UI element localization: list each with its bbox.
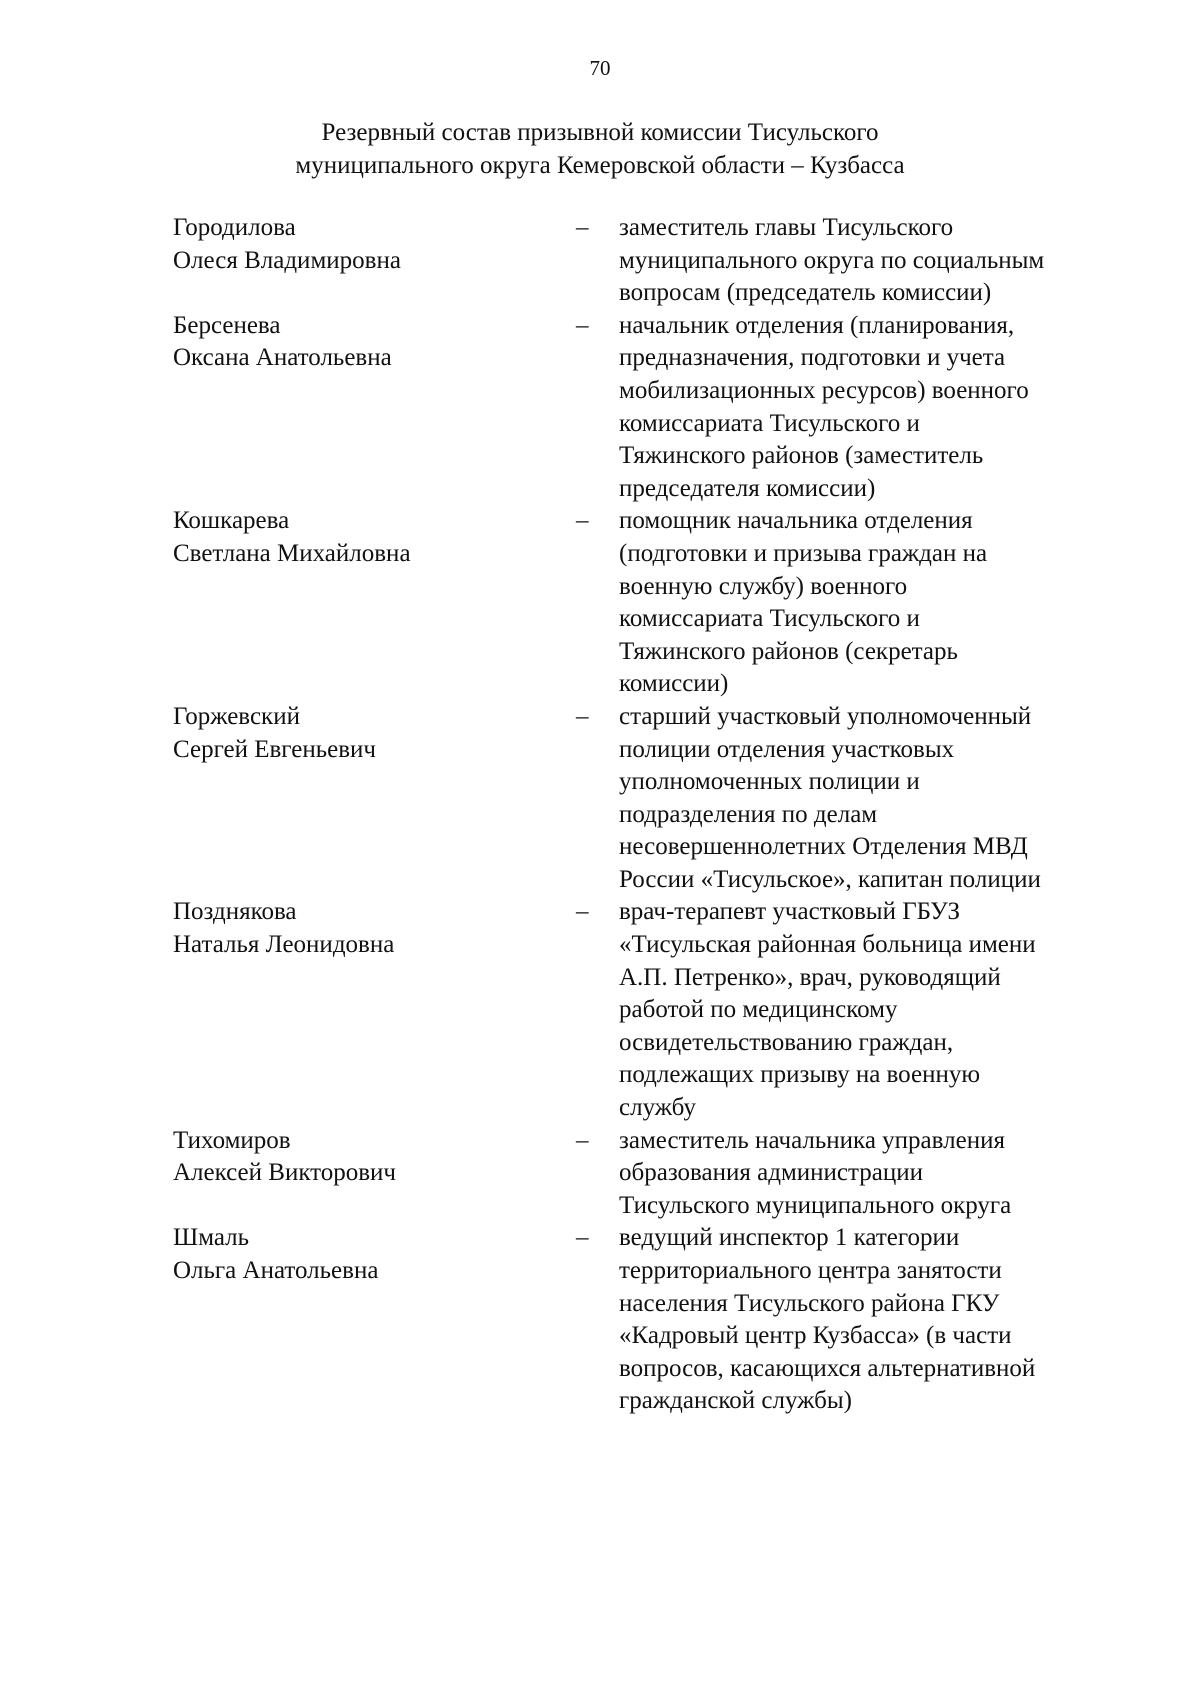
member-role-line: службу [619,1094,696,1122]
member-role-line: предназначения, подготовки и учета [619,344,1006,372]
member-role-line: Тяжинского районов (заместитель [619,442,984,470]
member-entry [0,896,1200,1124]
member-role-line: «Тисульская районная больница имени [619,931,1036,959]
member-surname: Горжевский [173,702,300,730]
member-entry [0,1222,1200,1418]
member-role-line: вопросам (председатель комиссии) [619,279,992,307]
member-role-line: председателя комиссии) [619,474,876,502]
member-role-line: заместитель начальника управления [619,1126,1005,1154]
member-role-line: гражданской службы) [619,1387,852,1415]
document-title [0,116,1200,182]
member-role-line: ведущий инспектор 1 категории [619,1224,960,1252]
title-line-1: Резервный состав призывной комиссии Тисульского [321,119,879,146]
member-surname: Берсенева [173,311,281,339]
member-role-line: военную службу) военного [619,572,908,600]
member-dash: – [576,507,589,535]
member-name [173,505,553,570]
member-role-line: работой по медицинскому [619,996,898,1024]
member-name [173,701,553,766]
member-role-line: подлежащих призыву на военную [619,1061,981,1089]
member-surname: Кошкарева [173,507,290,535]
member-name [173,1222,553,1287]
member-role [619,1125,1119,1223]
member-role-line: мобилизационных ресурсов) военного [619,376,1029,404]
member-role-line: полиции отделения участковых [619,735,955,763]
member-dash: – [576,1224,589,1252]
member-surname: Тихомиров [173,1126,291,1154]
member-given-names: Алексей Викторович [173,1159,396,1187]
member-list [0,212,1200,1418]
member-role-line: вопросов, касающихся альтернативной [619,1354,1036,1382]
member-role-line: заместитель главы Тисульского [619,214,954,241]
member-role-line: Тисульского муниципального округа [619,1191,1012,1219]
member-given-names: Сергей Евгеньевич [173,735,376,763]
member-given-names: Оксана Анатольевна [173,344,392,372]
member-entry [0,701,1200,897]
member-dash: – [576,214,589,241]
member-role [619,896,1119,1124]
member-role-line: Тяжинского районов (секретарь [619,637,958,665]
member-entry [0,212,1200,310]
member-name [173,212,553,277]
member-dash: – [576,1126,589,1154]
member-entry [0,310,1200,506]
member-role-line: комиссии) [619,670,729,698]
member-role-line: врач-терапевт участковый ГБУЗ [619,898,961,926]
member-role-line: А.П. Петренко», врач, руководящий [619,963,1001,991]
member-role [619,310,1119,506]
member-role-line: старший участковый уполномоченный [619,702,1032,730]
member-name [173,896,553,961]
member-role-line: территориального центра занятости [619,1257,1002,1284]
member-role-line: образования администрации [619,1159,923,1187]
member-role-line: начальник отделения (планирования, [619,311,1015,339]
member-dash: – [576,898,589,926]
title-line-2: муниципального округа Кемеровской области – Кузбасса [295,152,905,179]
member-role-line: «Кадровый центр Кузбасса» (в части [619,1322,1012,1350]
member-dash: – [576,702,589,730]
member-role-line: населения Тисульского района ГКУ [619,1289,1000,1317]
member-surname: Городилова [173,214,296,241]
member-role [619,212,1119,310]
member-given-names: Светлана Михайловна [173,539,411,567]
member-role-line: освидетельствованию граждан, [619,1028,954,1056]
member-surname: Шмаль [173,1224,250,1252]
member-role-line: уполномоченных полиции и [619,768,920,796]
member-entry [0,1125,1200,1223]
member-dash: – [576,311,589,339]
member-role-line: муниципального округа по социальным [619,246,1045,274]
member-role-line: подразделения по делам [619,800,878,828]
member-name [173,1125,553,1190]
member-entry [0,505,1200,701]
member-name [173,310,553,375]
member-role-line: комиссариата Тисульского и [619,409,920,437]
member-given-names: Ольга Анатольевна [173,1257,379,1284]
member-role [619,505,1119,701]
member-role-line: несовершеннолетних Отделения МВД [619,833,1028,861]
member-role [619,701,1119,897]
member-given-names: Олеся Владимировна [173,246,401,274]
member-role-line: комиссариата Тисульского и [619,605,920,633]
member-role-line: России «Тисульское», капитан полиции [619,865,1041,893]
page-number: 70 [589,56,611,80]
member-given-names: Наталья Леонидовна [173,931,395,959]
member-role-line: (подготовки и призыва граждан на [619,539,988,567]
member-role-line: помощник начальника отделения [619,507,973,535]
member-role [619,1222,1119,1418]
member-surname: Позднякова [173,898,297,926]
